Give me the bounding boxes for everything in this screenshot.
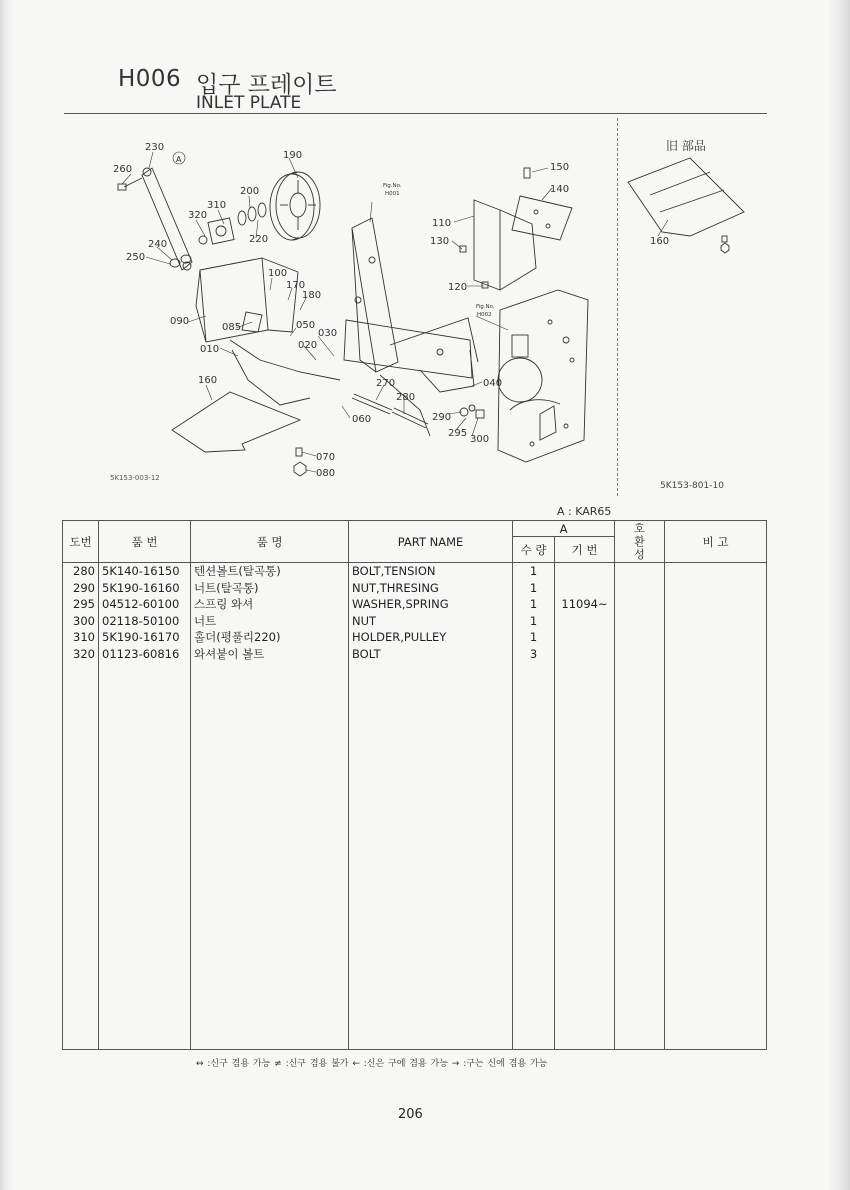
callout-280: 280: [396, 392, 416, 403]
old-parts-label: 旧 部品: [666, 139, 706, 153]
cell-qty: 1: [513, 563, 555, 580]
callout-010: 010: [200, 344, 220, 355]
cell-remarks: [665, 580, 767, 597]
cell-no: 300: [63, 613, 99, 630]
cell-qty: 3: [513, 646, 555, 663]
cell-name-ko: 너트(탈곡통): [191, 580, 349, 597]
cell-interchange: [615, 646, 665, 663]
section-code: H006: [118, 66, 182, 92]
cell-interchange: [615, 596, 665, 613]
callout-110: 110: [432, 218, 452, 229]
table-row: [63, 629, 767, 646]
callout-230: 230: [145, 142, 165, 153]
callout-290: 290: [432, 412, 452, 423]
old-part-plate-drawing: [628, 158, 744, 253]
cell-remarks: [665, 646, 767, 663]
cell-remarks: [665, 613, 767, 630]
cell-name-ko: 와셔붙이 볼트: [191, 646, 349, 663]
table-row: [63, 580, 767, 597]
callout-150: 150: [550, 162, 570, 173]
cell-no: 295: [63, 596, 99, 613]
cell-interchange: [615, 629, 665, 646]
cell-no: 290: [63, 580, 99, 597]
cell-qty: 1: [513, 613, 555, 630]
callout-170: 170: [286, 280, 306, 291]
callout-080: 080: [316, 468, 336, 479]
cell-serial: [555, 629, 615, 646]
page-right-edge: [828, 0, 850, 1190]
callout-040: 040: [483, 378, 503, 389]
fig-ref-h002-label: Fig.No.: [476, 304, 495, 310]
callout-250: 250: [126, 252, 146, 263]
callout-190: 190: [283, 150, 303, 161]
cell-no: 280: [63, 563, 99, 580]
callout-a: A: [176, 155, 182, 164]
fig-ref-h001: H001: [385, 191, 400, 197]
cell-no: 320: [63, 646, 99, 663]
callout-120: 120: [448, 282, 468, 293]
cell-serial: [555, 646, 615, 663]
fig-ref-h002: H002: [477, 312, 492, 318]
callout-130: 130: [430, 236, 450, 247]
callout-100: 100: [268, 268, 288, 279]
callout-220: 220: [249, 234, 269, 245]
cell-name-en: HOLDER,PULLEY: [349, 629, 513, 646]
figure-ref-right: 5K153-801-10: [660, 481, 724, 491]
cell-qty: 1: [513, 629, 555, 646]
col-header-group-a: A: [513, 521, 615, 537]
cell-part-no: 5K190-16160: [99, 580, 191, 597]
cell-name-en: NUT,THRESING: [349, 580, 513, 597]
callout-180: 180: [302, 290, 322, 301]
col-header-serial: 기 번: [555, 537, 615, 563]
callout-020: 020: [298, 340, 318, 351]
cell-no: 310: [63, 629, 99, 646]
callout-295: 295: [448, 428, 468, 439]
callout-060: 060: [352, 414, 372, 425]
cell-remarks: [665, 629, 767, 646]
callout-260: 260: [113, 164, 133, 175]
cell-part-no: 01123-60816: [99, 646, 191, 663]
exploded-parts-diagram: [64, 114, 767, 514]
table-row: [63, 596, 767, 613]
callout-050: 050: [296, 320, 316, 331]
callout-320: 320: [188, 210, 208, 221]
cell-qty: 1: [513, 596, 555, 613]
cell-name-ko: 홀더(평풀리220): [191, 629, 349, 646]
callout-090: 090: [170, 316, 190, 327]
callout-030: 030: [318, 328, 338, 339]
cell-name-ko: 텐션볼트(탈곡통): [191, 563, 349, 580]
cell-interchange: [615, 613, 665, 630]
cell-part-no: 5K140-16150: [99, 563, 191, 580]
callout-240: 240: [148, 239, 168, 250]
cell-part-no: 02118-50100: [99, 613, 191, 630]
cell-name-en: NUT: [349, 613, 513, 630]
col-header-remarks: 비 고: [665, 521, 767, 563]
table-row: [63, 646, 767, 663]
callout-270: 270: [376, 378, 396, 389]
cell-name-ko: 너트: [191, 613, 349, 630]
cell-name-en: BOLT,TENSION: [349, 563, 513, 580]
page-number: 206: [398, 1107, 423, 1122]
table-empty-space: [63, 662, 767, 1050]
model-label: A : KAR65: [557, 505, 612, 518]
figure-ref-left: 5K153-003-12: [110, 474, 160, 482]
cell-part-no: 04512-60100: [99, 596, 191, 613]
cell-remarks: [665, 596, 767, 613]
callout-310: 310: [207, 200, 227, 211]
callout-300: 300: [470, 434, 490, 445]
col-header-name-ko: 품 명: [191, 521, 349, 563]
cell-qty: 1: [513, 580, 555, 597]
page-left-edge: [0, 0, 14, 1190]
diagram-divider: [617, 118, 618, 496]
cover-plate-drawing: [172, 392, 300, 452]
cell-name-en: BOLT: [349, 646, 513, 663]
cell-serial: 11094~: [555, 596, 615, 613]
page-title-korean: 입구 프레이트: [196, 72, 337, 98]
cell-name-ko: 스프링 와셔: [191, 596, 349, 613]
col-header-name-en: PART NAME: [349, 521, 513, 563]
callout-085: 085: [222, 322, 242, 333]
pulley-drawing: [270, 172, 320, 240]
cell-interchange: [615, 580, 665, 597]
side-plate-drawing: [498, 290, 588, 462]
callout-200: 200: [240, 186, 260, 197]
col-header-qty: 수 량: [513, 537, 555, 563]
page-title-english: INLET PLATE: [196, 93, 302, 113]
fig-ref-h001-label: Fig.No.: [383, 183, 402, 189]
cell-name-en: WASHER,SPRING: [349, 596, 513, 613]
callout-160-old: 160: [650, 236, 670, 247]
cell-serial: [555, 580, 615, 597]
cell-remarks: [665, 563, 767, 580]
col-header-interchange: 호 환 성: [615, 521, 665, 563]
col-header-no: 도번: [63, 521, 99, 563]
col-header-part-no: 품 번: [99, 521, 191, 563]
cell-serial: [555, 563, 615, 580]
callout-140: 140: [550, 184, 570, 195]
cell-part-no: 5K190-16170: [99, 629, 191, 646]
table-row: [63, 613, 767, 630]
parts-table: [62, 520, 767, 1050]
bolt-nut-drawing: [294, 448, 306, 476]
cell-serial: [555, 613, 615, 630]
interchange-legend: ↔ :신구 겸용 가능 ≠ :신구 겸용 불가 ← :신은 구에 겸용 가능 → :구는 신에 겸용 가능: [196, 1059, 548, 1069]
table-row: [63, 563, 767, 580]
callout-070: 070: [316, 452, 336, 463]
callout-160-left: 160: [198, 375, 218, 386]
cell-interchange: [615, 563, 665, 580]
tension-bolt-drawing: [352, 394, 484, 428]
